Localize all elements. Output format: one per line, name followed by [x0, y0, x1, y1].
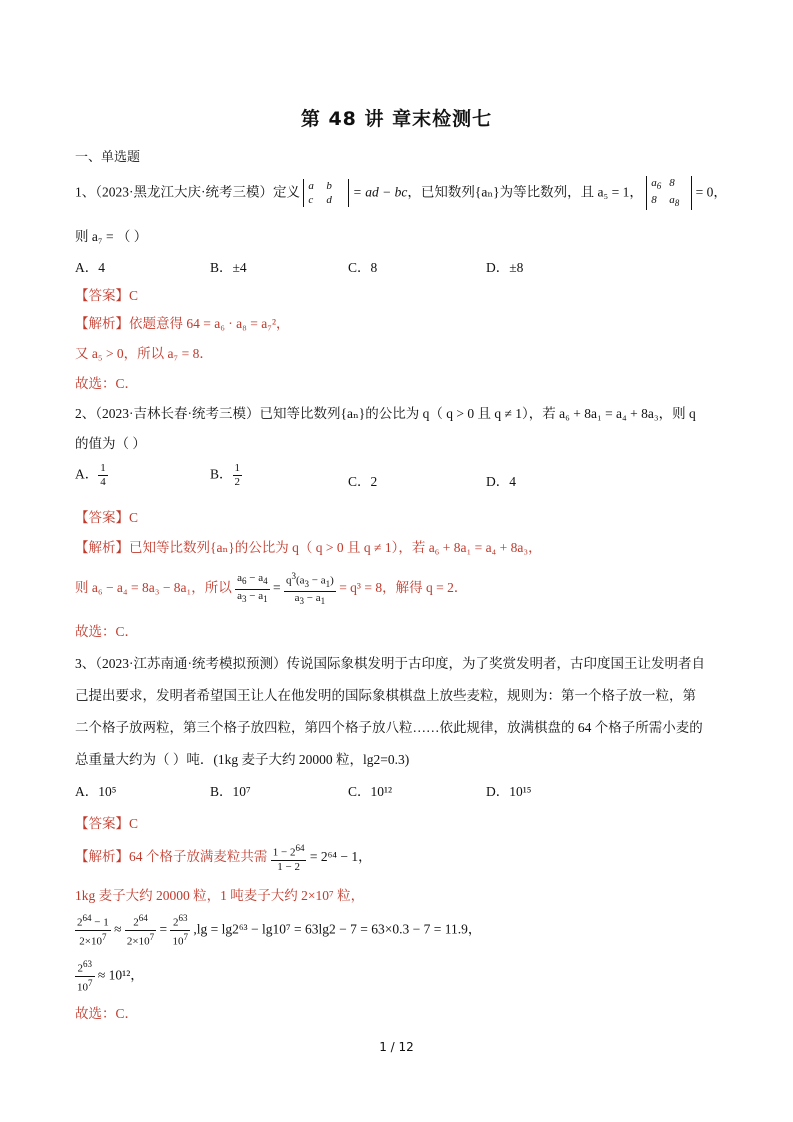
q3-line3: 二个格子放两粒，第三个格子放四粒，第四个格子放八粒……依此规律，放满棋盘的 64 个格子所需小麦的: [75, 720, 703, 735]
q2-analysis-2: 则 a₆ − a₄ = 8a₃ − 8a₁，所以 $\frac{a_6 - a_4}{a_3 - a_1}$ = $\frac{q^3(a_3 - a_1)}{a_3 - a_1}$ = q³ = 8，解得 q = 2．: [75, 571, 468, 607]
q1-line1: 1、（2023·黑龙江大庆·统考三模）定义 a b c d = ad − bc，已知数列{aₙ}为等比数列，且 a₅ = 1， $a_6$ 8 8 $a_8 = 0$，: [75, 177, 727, 209]
q1-mid: ，已知数列{aₙ}为等比数列，且 a₅ = 1，: [407, 184, 643, 200]
q1-choice-c: C．8: [348, 260, 378, 275]
q2-choice-d: D．4: [486, 474, 516, 489]
q1-determinant-definition: a b c d: [303, 179, 349, 207]
q2-analysis-1: 【解析】已知等比数列{aₙ}的公比为 q（ q > 0 且 q ≠ 1），若 a₆ + 8a₁ = a₄ + 8a₃，: [75, 540, 542, 555]
q2-answer: 【答案】C: [75, 510, 139, 525]
section-heading: 一、单选题: [75, 150, 141, 165]
q2-choice-a: A． $\frac{1}{4}$: [75, 462, 106, 488]
q1-answer: 【答案】C: [75, 288, 139, 303]
q1-choice-a: A．4: [75, 260, 105, 275]
q2-line2: 的值为（ ）: [75, 436, 146, 451]
q3-analysis-1: 【解析】64 个格子放满麦粒共需 $\frac{1 - 2^{64}}{1 - 2}$ = 2⁶⁴ − 1，: [75, 843, 372, 873]
q2-choice-c: C．2: [348, 474, 378, 489]
q1-analysis-1: 【解析】依题意得 64 = a₆ · a₈ = a₇²，: [75, 316, 290, 331]
q3-conclusion: 故选：C．: [75, 1006, 139, 1021]
q3-choice-a: A．10⁵: [75, 784, 117, 799]
q1-analysis-2: 又 a₅ > 0，所以 a₇ = 8．: [75, 346, 213, 361]
q3-choice-d: D．10¹⁵: [486, 784, 532, 799]
q3-line4: 总重量大约为（ ）吨．(1kg 麦子大约 20000 粒，lg2=0.3): [75, 752, 410, 767]
q1-choice-d: D．±8: [486, 260, 524, 275]
q1-analysis-3: 故选：C．: [75, 376, 139, 391]
q1-choice-b: B．±4: [210, 260, 247, 275]
q2-line1: 2、（2023·吉林长春·统考三模）已知等比数列{aₙ}的公比为 q（ q > 0 且 q ≠ 1），若 a₆ + 8a₁ = a₄ + 8a₃，则 q: [75, 406, 696, 421]
page-number: 1 / 12: [379, 1040, 414, 1054]
q1-prefix: 1、（2023·黑龙江大庆·统考三模）定义: [75, 184, 300, 200]
q3-analysis-3: $\frac{2^{64} - 1}{2\times 10^7}$ ≈ $\frac{2^{64}}{2\times 10^7}$ = $\frac{2^{63}}{10^7}$ ,lg = lg2⁶³ − lg10⁷ = 63lg2 − 7 = 63×0.3 − 7 = 11.9，: [77, 913, 482, 948]
q3-line1: 3、（2023·江苏南通·统考模拟预测）传说国际象棋发明于古印度，为了奖赏发明者，古印度国王让发明者自: [75, 656, 705, 671]
q3-line2: 己提出要求，发明者希望国王让人在他发明的国际象棋棋盘上放些麦粒，规则为：第一个格子放一粒，第: [75, 688, 696, 703]
page-title: 第 48 讲 章末检测七: [300, 108, 493, 130]
q1-line2: 则 a₇ = （ ）: [75, 229, 148, 244]
q2-conclusion: 故选：C．: [75, 624, 139, 639]
q3-choice-b: B．10⁷: [210, 784, 251, 799]
q3-choice-c: C．10¹²: [348, 784, 393, 799]
q2-choice-b: B． $\frac{1}{2}$: [210, 462, 241, 488]
q1-determinant-condition: $a_6$ 8 8 $a_8$: [646, 176, 692, 210]
q3-answer: 【答案】C: [75, 816, 139, 831]
q1-tail: ，: [713, 184, 727, 200]
q3-analysis-4: $\frac{2^{63}}{10^7}$ ≈ 10¹²，: [77, 959, 144, 994]
q3-analysis-2: 1kg 麦子大约 20000 粒，1 吨麦子大约 2×10⁷ 粒，: [75, 888, 365, 903]
